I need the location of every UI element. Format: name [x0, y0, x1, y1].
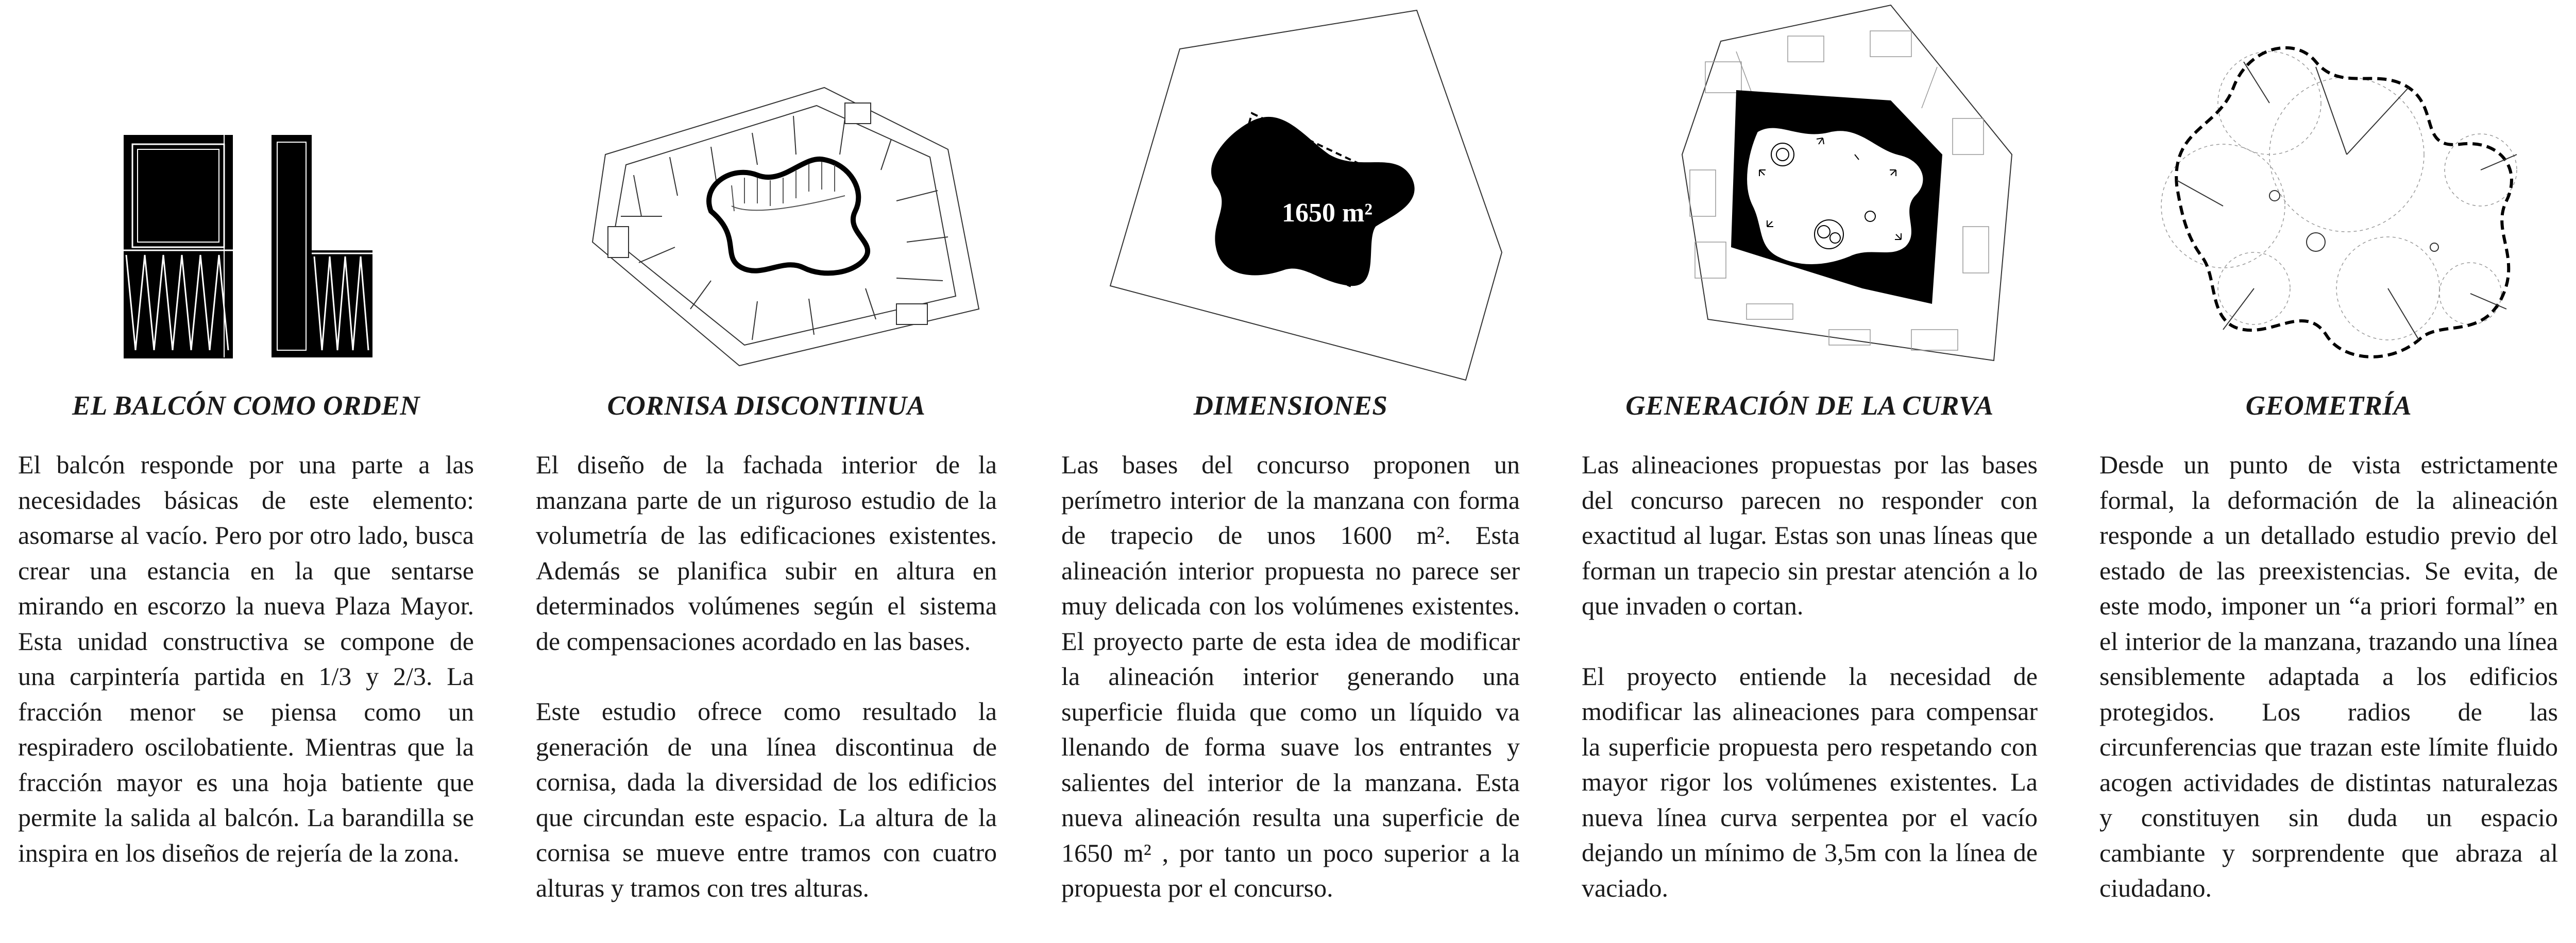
paragraph: El proyecto entiende la necesidad de modificar las alineaciones para compensar la superficie propuesta pero respetando con mayor rigor los volúmenes existentes. La nueva línea curva serpentea por el vacío dejando un mínimo de 3,5m con la línea de vaciado. — [1582, 661, 2038, 902]
panel-geometria — [2099, 0, 2558, 943]
panel-body — [1582, 447, 2038, 905]
paragraph: Las bases del concurso proponen un perímetro interior de la manzana con forma de trapecio de unos 1600 m². Esta alineación interior propuesta no parece ser muy delicada con los volúmenes existentes. El proyecto parte de esta idea de modificar la alineación interior generando una superficie fluida que como un líquido va llenando de forma suave los entrantes y salientes del interior de la manzana. Esta nueva alineación resulta una superficie de 1650 m² , por tanto un poco superior a la propuesta por el concurso. — [1061, 450, 1520, 902]
panel-body — [1061, 447, 1520, 906]
panel-generacion-curva — [1582, 0, 2038, 943]
panel-body — [2099, 447, 2558, 906]
paragraph: Este estudio ofrece como resultado la generación de una línea discontinua de cornisa, dada la diversidad de los edificios que circundan este espacio. La altura de la cornisa se mueve entre tramos con cuatro alturas y tramos con tres alturas. — [536, 697, 997, 902]
panel-title: GENERACIÓN DE LA CURVA — [1625, 391, 1994, 421]
panel-body — [536, 447, 997, 905]
panel-body — [18, 447, 474, 870]
panel-dimensiones — [1061, 0, 1520, 943]
paragraph: Desde un punto de vista estrictamente formal, la deformación de la alineación responde a un detallado estudio previo del estado de las preexistencias. Se evita, de este modo, imponer un “a priori formal” en el interior de la manzana, trazando una línea sensiblemente adaptada a los edificios protegidos. Los radios de las circunferencias que trazan este límite fluido acogen actividades de distintas naturalezas y constituyen sin duda un espacio cambiante y sorprendente que abraza al ciudadano. — [2099, 450, 2558, 902]
paragraph: El diseño de la fachada interior de la manzana parte de un riguroso estudio de la volumetría de las edificaciones existentes. Además se planifica subir en altura en determinados volúmenes según el sistema de compensaciones acordado en las bases. — [536, 450, 997, 656]
panel-title: EL BALCÓN COMO ORDEN — [72, 391, 420, 421]
panel-balcon — [18, 0, 474, 943]
panel-title: GEOMETRÍA — [2245, 391, 2412, 421]
panel-title: CORNISA DISCONTINUA — [607, 391, 926, 421]
paragraph: El balcón responde por una parte a las necesidades básicas de este elemento: asomarse al vacío. Pero por otro lado, busca crear una estancia en la que sentarse mirando en escorzo la nueva Plaza Mayor. Esta unidad constructiva se compone de una carpintería partida en 1/3 y 2/3. La fracción menor se piensa como un respiradero oscilobatiente. Mientras que la fracción mayor es una hoja batiente que permite la salida al balcón. La barandilla se inspira en los diseños de rejería de la zona. — [18, 450, 474, 867]
balcony-elevation-drawing — [18, 0, 474, 381]
paragraph: Las alineaciones propuestas por las bases del concurso parecen no responder con exactitud al lugar. Estas son unas líneas que forman un trapecio sin prestar atención a lo que invaden o cortan. — [1582, 450, 2038, 620]
panel-cornisa — [536, 0, 997, 943]
cornice-axonometric-drawing — [536, 0, 997, 381]
curve-generation-plan — [1582, 0, 2038, 381]
geometry-radii-drawing — [2099, 0, 2558, 381]
area-plan-drawing — [1061, 0, 1520, 381]
area-label: 1650 m² — [1282, 198, 1372, 228]
panel-title: DIMENSIONES — [1193, 391, 1388, 421]
